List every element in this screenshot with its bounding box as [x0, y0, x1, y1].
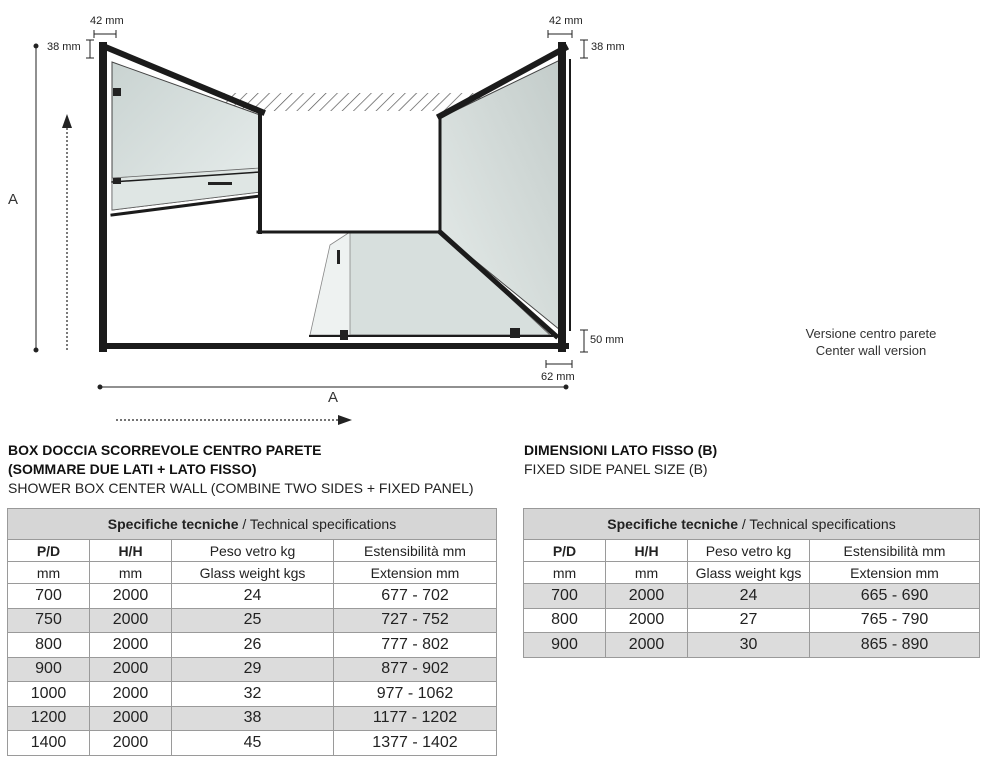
table-row — [8, 633, 497, 658]
col-header-extension: Estensibilità mm — [334, 540, 497, 562]
cell-pd: 1200 — [8, 706, 90, 731]
cell-weight: 45 — [172, 731, 334, 756]
col-header-weight: Peso vetro kg — [172, 540, 334, 562]
dimension-label-horizontal: A — [328, 389, 339, 406]
table-row — [8, 706, 497, 731]
col-header-weight: Peso vetro kg — [688, 540, 810, 562]
col-header-extension: Estensibilità mm — [810, 540, 980, 562]
table-caption: Specifiche tecniche / Technical specifications — [8, 509, 497, 540]
cell-pd: 1000 — [8, 682, 90, 707]
table-row — [524, 608, 980, 633]
col-unit-pd: mm — [8, 562, 90, 584]
table-row — [8, 657, 497, 682]
cell-hh: 2000 — [90, 706, 172, 731]
cell-extension: 765 - 790 — [810, 608, 980, 633]
cell-pd: 900 — [8, 657, 90, 682]
right-section-title: DIMENSIONI LATO FISSO (B) — [524, 442, 718, 458]
dim-bottom-right-width: 62 mm — [541, 371, 575, 383]
cell-weight: 25 — [172, 608, 334, 633]
col-unit-hh: mm — [90, 562, 172, 584]
cell-hh: 2000 — [90, 731, 172, 756]
cell-weight: 29 — [172, 657, 334, 682]
cell-hh: 2000 — [90, 633, 172, 658]
col-unit-weight: Glass weight kgs — [688, 562, 810, 584]
col-header-pd: P/D — [8, 540, 90, 562]
cell-pd: 700 — [8, 584, 90, 609]
col-header-hh: H/H — [90, 540, 172, 562]
version-label — [796, 325, 946, 359]
table-row — [8, 682, 497, 707]
left-section-heading — [8, 441, 474, 498]
cell-extension: 865 - 890 — [810, 633, 980, 658]
col-unit-extension: Extension mm — [334, 562, 497, 584]
cell-extension: 677 - 702 — [334, 584, 497, 609]
dim-left-height: 38 mm — [47, 41, 81, 53]
cell-weight: 27 — [688, 608, 810, 633]
left-section-subtitle: SHOWER BOX CENTER WALL (COMBINE TWO SIDES + FIXED PANEL) — [8, 480, 474, 496]
table-row — [8, 731, 497, 756]
cell-pd: 800 — [524, 608, 606, 633]
dim-top-left-width: 42 mm — [90, 15, 124, 27]
cell-pd: 1400 — [8, 731, 90, 756]
col-unit-hh: mm — [606, 562, 688, 584]
col-header-hh: H/H — [606, 540, 688, 562]
cell-pd: 750 — [8, 608, 90, 633]
cell-hh: 2000 — [90, 584, 172, 609]
right-section-subtitle: FIXED SIDE PANEL SIZE (B) — [524, 461, 708, 477]
col-unit-extension: Extension mm — [810, 562, 980, 584]
cell-weight: 24 — [688, 584, 810, 609]
table-row — [8, 584, 497, 609]
cell-weight: 32 — [172, 682, 334, 707]
cell-pd: 800 — [8, 633, 90, 658]
right-spec-table — [523, 508, 980, 658]
cell-hh: 2000 — [606, 633, 688, 658]
cell-extension: 1377 - 1402 — [334, 731, 497, 756]
cell-extension: 977 - 1062 — [334, 682, 497, 707]
cell-hh: 2000 — [90, 608, 172, 633]
cell-pd: 700 — [524, 584, 606, 609]
left-spec-table — [7, 508, 497, 756]
cell-weight: 30 — [688, 633, 810, 658]
cell-extension: 727 - 752 — [334, 608, 497, 633]
col-unit-pd: mm — [524, 562, 606, 584]
table-caption: Specifiche tecniche / Technical specifications — [524, 509, 980, 540]
version-label-it: Versione centro parete — [805, 326, 937, 341]
cell-extension: 877 - 902 — [334, 657, 497, 682]
table-row — [524, 633, 980, 658]
dim-right-height: 38 mm — [591, 41, 625, 53]
right-section-heading — [524, 441, 717, 479]
cell-hh: 2000 — [90, 682, 172, 707]
cell-weight: 38 — [172, 706, 334, 731]
cell-weight: 24 — [172, 584, 334, 609]
dim-bottom-right-height: 50 mm — [590, 334, 624, 346]
cell-hh: 2000 — [90, 657, 172, 682]
version-label-en: Center wall version — [815, 343, 927, 358]
cell-hh: 2000 — [606, 584, 688, 609]
cell-pd: 900 — [524, 633, 606, 658]
left-section-title-line2: (SOMMARE DUE LATI + LATO FISSO) — [8, 461, 257, 477]
col-header-pd: P/D — [524, 540, 606, 562]
cell-weight: 26 — [172, 633, 334, 658]
cell-extension: 1177 - 1202 — [334, 706, 497, 731]
dimension-label-vertical: A — [8, 191, 19, 208]
shower-box-drawing — [0, 0, 640, 430]
cell-extension: 665 - 690 — [810, 584, 980, 609]
table-row — [8, 608, 497, 633]
table-row — [524, 584, 980, 609]
dim-top-right-width: 42 mm — [549, 15, 583, 27]
cell-hh: 2000 — [606, 608, 688, 633]
left-section-title-line1: BOX DOCCIA SCORREVOLE CENTRO PARETE — [8, 442, 322, 458]
col-unit-weight: Glass weight kgs — [172, 562, 334, 584]
cell-extension: 777 - 802 — [334, 633, 497, 658]
